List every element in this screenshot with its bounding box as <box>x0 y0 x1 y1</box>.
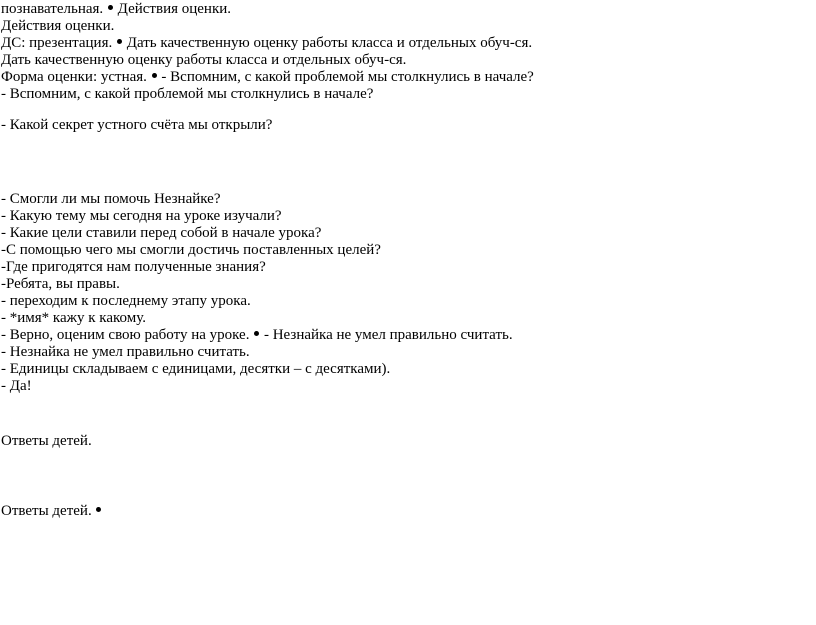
text-line-12 <box>1 258 266 276</box>
line-18-text: - Единицы складываем с единицами, десятки – с десятками). <box>1 361 391 377</box>
line-3-post: Дать качественную оценку работы класса и отдельных обуч-ся. <box>126 35 533 51</box>
bullet-icon <box>117 39 122 44</box>
text-line-15 <box>1 309 146 327</box>
text-line-4 <box>1 51 406 69</box>
line-16-pre: - Верно, оценим свою работу на уроке. <box>1 327 250 343</box>
text-line-14 <box>1 292 251 310</box>
text-line-8 <box>1 190 221 208</box>
line-11-text: -С помощью чего мы смогли достичь поставленных целей? <box>1 242 381 258</box>
text-line-16 <box>1 326 513 344</box>
text-line-11 <box>1 241 381 259</box>
text-line-5 <box>1 68 534 86</box>
bullet-icon <box>152 73 157 78</box>
line-5-post: - Вспомним, с какой проблемой мы столкнулись в начале? <box>161 69 534 85</box>
text-line-13 <box>1 275 120 293</box>
line-3-pre: ДС: презентация. <box>1 35 113 51</box>
line-15-text: - *имя* кажу к какому. <box>1 310 146 326</box>
text-line-17 <box>1 343 250 361</box>
text-line-20 <box>1 432 92 450</box>
line-16-post: - Незнайка не умел правильно считать. <box>263 327 513 343</box>
text-line-10 <box>1 224 321 242</box>
line-6-text: - Вспомним, с какой проблемой мы столкнулись в начале? <box>1 86 374 102</box>
line-5-pre: Форма оценки: устная. <box>1 69 147 85</box>
line-4-text: Дать качественную оценку работы класса и отдельных обуч-ся. <box>1 52 407 68</box>
line-13-text: -Ребята, вы правы. <box>1 276 120 292</box>
text-line-7 <box>1 116 272 134</box>
line-10-text: - Какие цели ставили перед собой в начале урока? <box>1 225 322 241</box>
line-19-text: - Да! <box>1 378 32 394</box>
text-line-2 <box>1 17 114 35</box>
text-line-19 <box>1 377 32 395</box>
text-line-1 <box>1 0 231 18</box>
line-2-text: Действия оценки. <box>1 18 115 34</box>
line-7-text: - Какой секрет устного счёта мы открыли? <box>1 117 273 133</box>
bullet-icon <box>254 331 259 336</box>
bullet-icon <box>108 5 113 10</box>
line-1-pre: познавательная. <box>1 1 104 17</box>
line-9-text: - Какую тему мы сегодня на уроке изучали? <box>1 208 282 224</box>
text-line-18 <box>1 360 390 378</box>
line-14-text: - переходим к последнему этапу урока. <box>1 293 251 309</box>
line-21-pre: Ответы детей. <box>1 503 92 519</box>
text-line-21 <box>1 502 102 520</box>
line-12-text: -Где пригодятся нам полученные знания? <box>1 259 266 275</box>
line-1-post: Действия оценки. <box>117 1 232 17</box>
line-17-text: - Незнайка не умел правильно считать. <box>1 344 250 360</box>
text-line-6 <box>1 85 373 103</box>
text-line-9 <box>1 207 282 225</box>
line-8-text: - Смогли ли мы помочь Незнайке? <box>1 191 221 207</box>
bullet-icon <box>96 507 101 512</box>
line-20-text: Ответы детей. <box>1 433 92 449</box>
text-line-3 <box>1 34 532 52</box>
